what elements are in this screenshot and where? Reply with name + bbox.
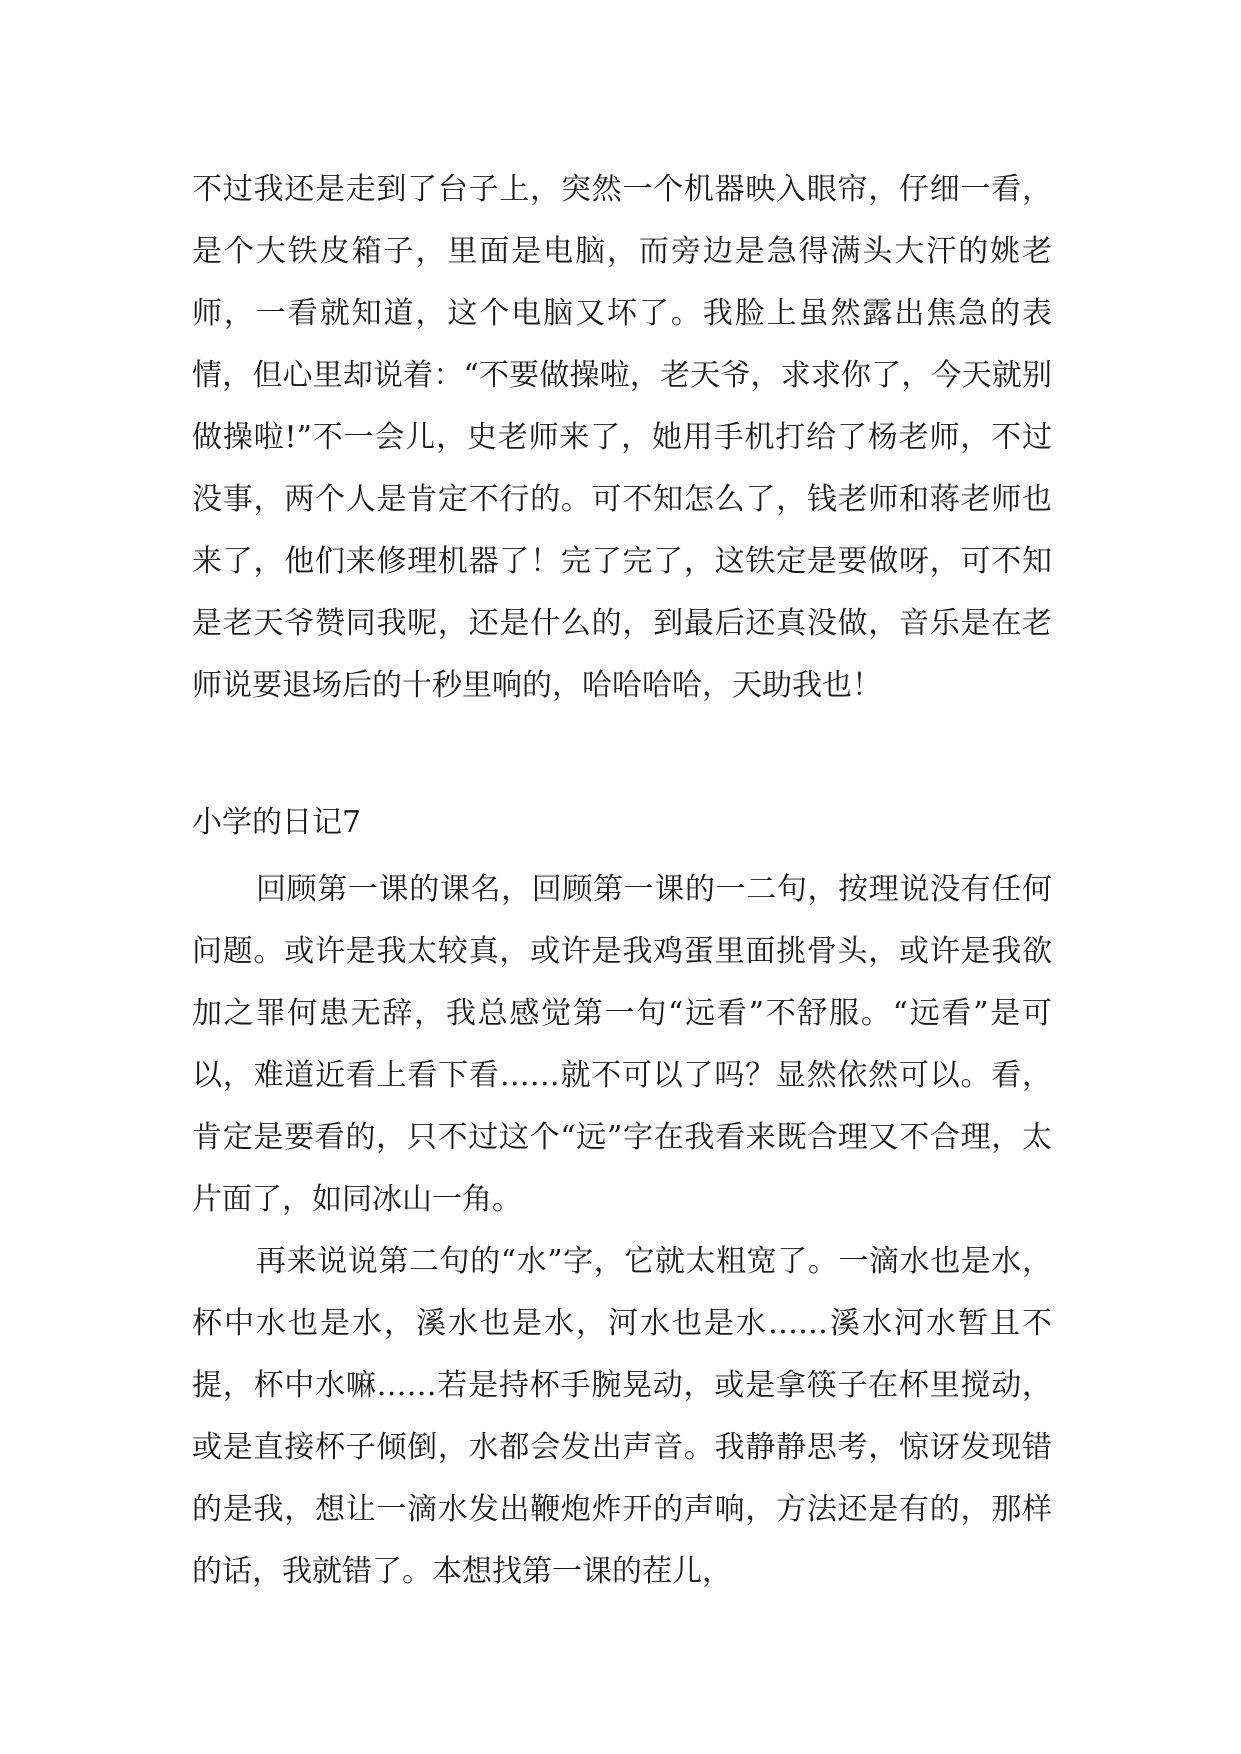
body-paragraph-2: 再来说说第二句的“水”字，它就太粗宽了。一滴水也是水，杯中水也是水，溪水也是水，河水也是水……溪水河水暂且不提，杯中水嘛……若是持杯手腕晃动，或是拿筷子在杯里搅动，或是直接杯子倾倒，水都会发出声音。我静静思考，惊讶发现错的是我，想让一滴水发出鞭炮炸开的声响，方法还是有的，那样的话，我就错了。本想找第一课的茬儿，	[192, 1244, 1052, 1589]
section-body	[192, 859, 1052, 1603]
body-paragraph-1: 回顾第一课的课名，回顾第一课的一二句，按理说没有任何问题。或许是我太较真，或许是我鸡蛋里面挑骨头，或许是我欲加之罪何患无辞，我总感觉第一句“远看”不舒服。“远看”是可以，难道近看上看下看……就不可以了吗？显然依然可以。看，肯定是要看的，只不过这个“远”字在我看来既合理又不合理，太片面了，如同冰山一角。	[192, 872, 1052, 1217]
section-title: 小学的日记7	[192, 805, 362, 840]
continued-paragraph: 不过我还是走到了台子上，突然一个机器映入眼帘，仔细一看，是个大铁皮箱子，里面是电脑，而旁边是急得满头大汗的姚老师，一看就知道，这个电脑又坏了。我脸上虽然露出焦急的表情，但心里却说着：“不要做操啦，老天爷，求求你了，今天就别做操啦!”不一会儿，史老师来了，她用手机打给了杨老师，不过没事，两个人是肯定不行的。可不知怎么了，钱老师和蒋老师也来了，他们来修理机器了！完了完了，这铁定是要做呀，可不知是老天爷赞同我呢，还是什么的，到最后还真没做，音乐是在老师说要退场后的十秒里响的，哈哈哈哈，天助我也！	[192, 172, 1052, 703]
continued-paragraph-block	[192, 159, 1052, 717]
